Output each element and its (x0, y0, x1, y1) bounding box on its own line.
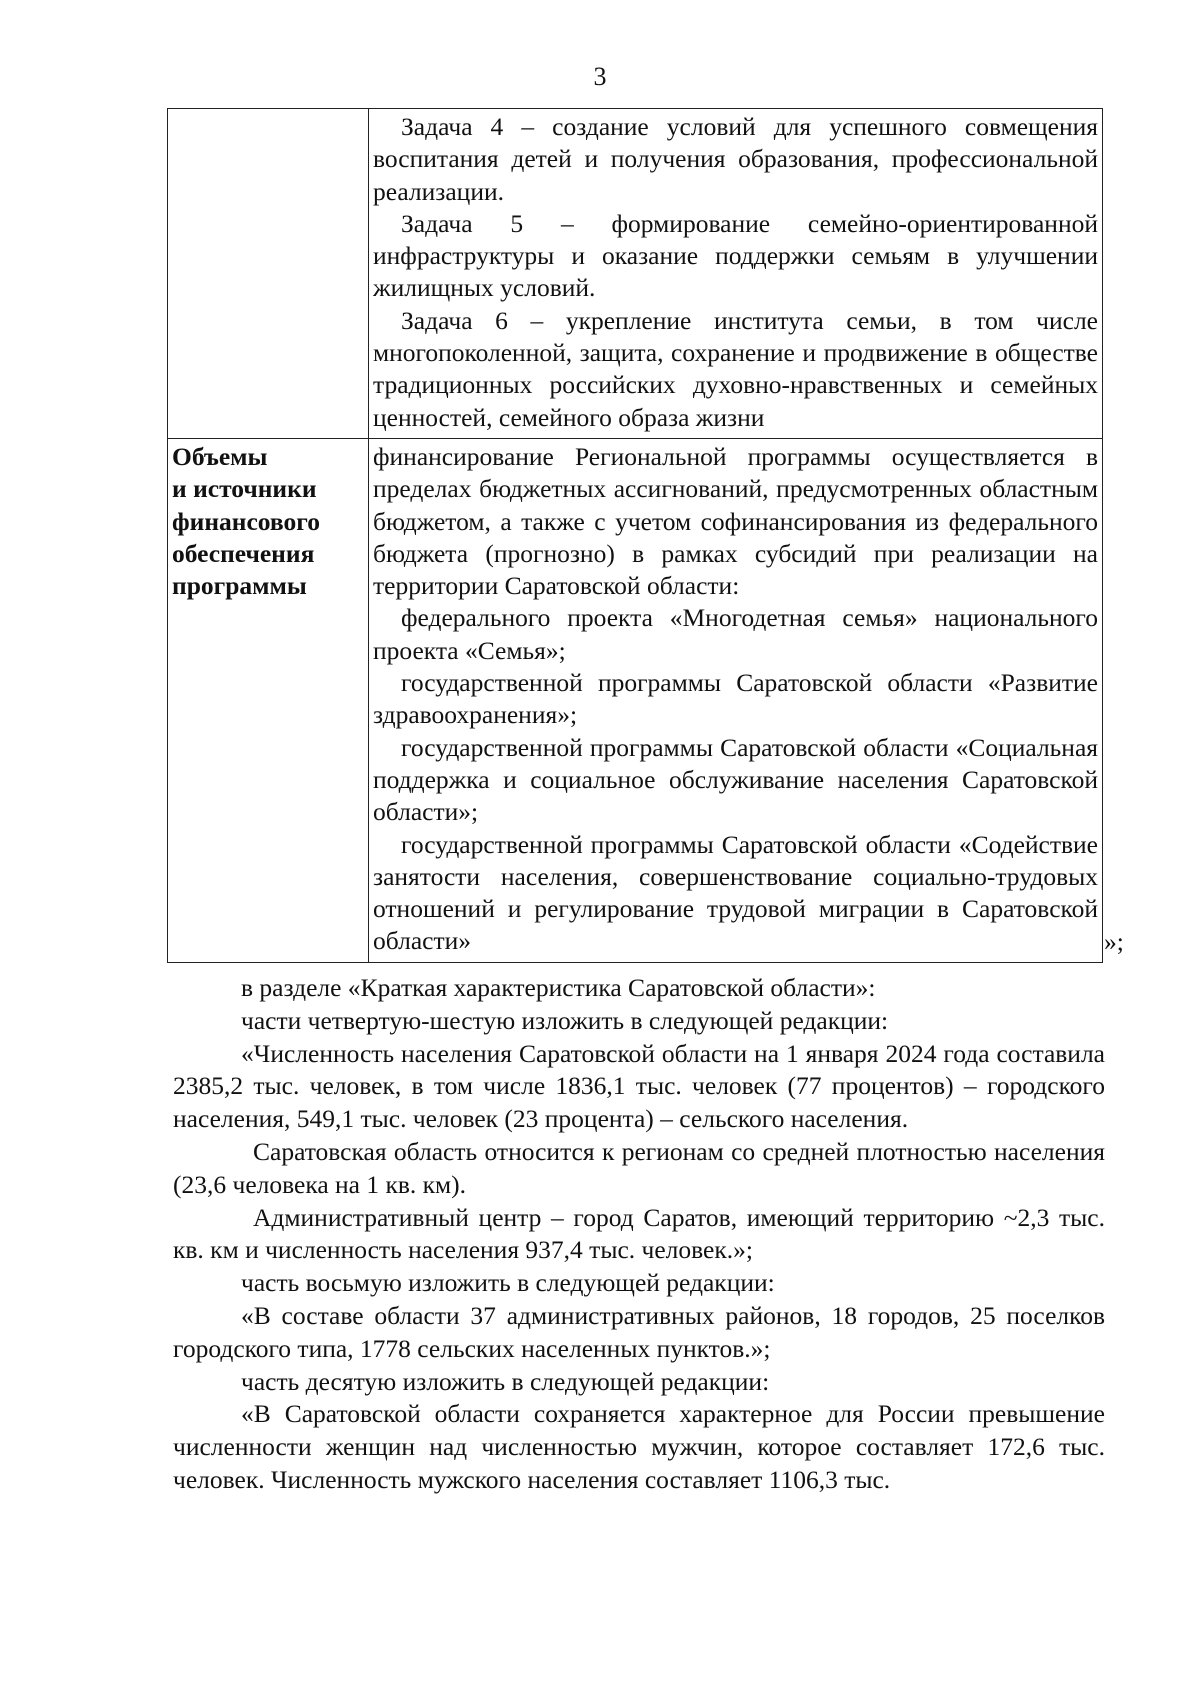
table-cell-tasks (369, 109, 1103, 439)
table-cell-funding-text (369, 438, 1103, 962)
body-paragraph: части четвертую-шестую изложить в следующей редакции: (241, 1005, 889, 1035)
document-body (173, 972, 1105, 1497)
body-paragraph: Саратовская область относится к регионам со средней плотностью населения (23,6 человека на 1 кв. км). (173, 1136, 1105, 1199)
funding-item-paragraph: государственной программы Саратовской области «Содействие занятости населения, совершенствование социально-трудовых отношений и регулирование трудовой миграции в Саратовской области» (373, 829, 1098, 956)
body-paragraph: часть десятую изложить в следующей редакции: (241, 1366, 770, 1396)
task-4-paragraph: Задача 4 – создание условий для успешного совмещения воспитания детей и получения образования, профессиональной реализации. (373, 112, 1098, 206)
body-paragraph: «В составе области 37 административных районов, 18 городов, 25 поселков городского типа, 1778 сельских населенных пунктов.»; (173, 1300, 1105, 1363)
table-cell-funding-label (168, 438, 369, 962)
task-5-paragraph: Задача 5 – формирование семейно-ориентированной инфраструктуры и оказание поддержки семьям в улучшении жилищных условий. (373, 208, 1098, 303)
funding-item-paragraph: государственной программы Саратовской области «Развитие здравоохранения»; (373, 668, 1098, 730)
body-paragraph: в разделе «Краткая характеристика Саратовской области»: (241, 973, 876, 1002)
funding-item-paragraph: государственной программы Саратовской области «Социальная поддержка и социальное обслуживание населения Саратовской области»; (373, 732, 1098, 827)
task-6-paragraph: Задача 6 – укрепление института семьи, в том числе многопоколенной, защита, сохранение и продвижение в обществе традиционных российских духовно-нравственных и семейных ценностей, семейного образа жизни (373, 305, 1098, 432)
funding-intro-paragraph: финансирование Региональной программы осуществляется в пределах бюджетных ассигнований, предусмотренных областным бюджетом, а также с учетом софинансирования из федерального бюджета (прогнозно) в рамках субсидий при реализации на территории Саратовской области: (373, 441, 1098, 601)
body-paragraph: «В Саратовской области сохраняется характерное для России превышение численности женщин над численностью мужчин, которое составляет 172,6 тыс. человек. Численность мужского населения составляет 1106,3 тыс. (173, 1399, 1105, 1494)
table-row-tasks (168, 109, 1103, 439)
funding-label-line: и источники (172, 474, 317, 504)
funding-label-line: обеспечения (172, 538, 315, 568)
funding-label-line: Объемы (172, 441, 268, 471)
funding-label-line: финансового (172, 506, 320, 536)
funding-label-line: программы (172, 571, 307, 601)
closing-quote-mark: »; (1104, 927, 1124, 956)
body-paragraph: часть восьмую изложить в следующей редакции: (241, 1268, 775, 1298)
body-paragraph: Административный центр – город Саратов, имеющий территорию ~2,3 тыс. кв. км и численность населения 937,4 тыс. человек.»; (173, 1202, 1105, 1265)
funding-item-paragraph: федерального проекта «Многодетная семья» национального проекта «Семья»; (373, 603, 1098, 665)
body-paragraph: «Численность населения Саратовской области на 1 января 2024 года составила 2385,2 тыс. человек, в том числе 1836,1 тыс. человек (77 процентов) – городского населения, 549,1 тыс. человек (23 процента) – сельского населения. (173, 1038, 1105, 1134)
program-passport-table (167, 108, 1103, 963)
table-cell-empty-label (168, 109, 369, 439)
table-row-funding (168, 438, 1103, 962)
page-number: 3 (593, 62, 607, 91)
